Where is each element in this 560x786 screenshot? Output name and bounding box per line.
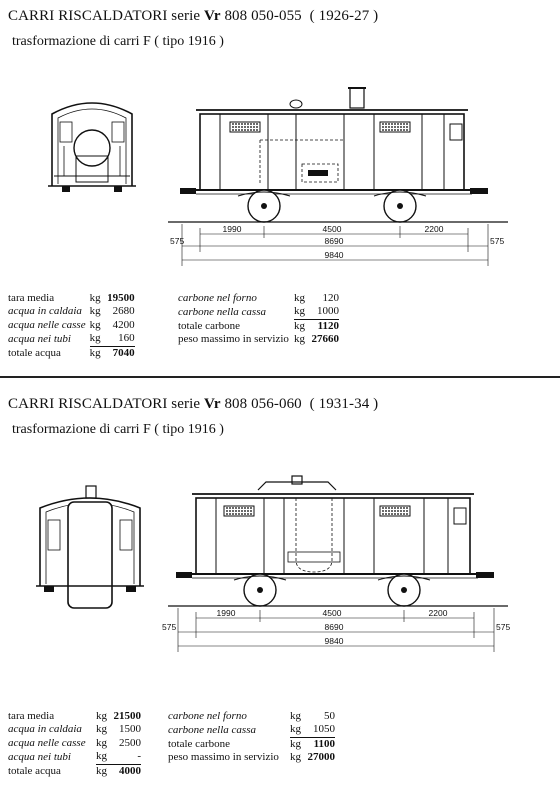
spec-value: 2500 — [119, 736, 141, 749]
spec-row — [168, 710, 335, 723]
spec-unit: kg — [96, 750, 111, 764]
spec-value: 120 — [322, 292, 339, 304]
end-view-drawing — [38, 96, 146, 196]
spec-row — [8, 723, 141, 736]
section-1926 — [0, 0, 560, 378]
spec-label: carbone nella cassa — [168, 723, 256, 736]
spec-value: 1500 — [119, 723, 141, 736]
spec-row — [168, 751, 335, 764]
spec-row — [8, 764, 141, 778]
spec-unit: kg — [89, 318, 101, 331]
spec-row — [8, 292, 135, 305]
title-prefix: CARRI RISCALDATORI serie — [8, 8, 201, 24]
spec-label: acqua nei tubi — [8, 750, 71, 763]
spec-label: peso massimo in servizio — [178, 333, 289, 346]
spec-label: totale acqua — [8, 346, 61, 359]
spec-row — [178, 305, 339, 319]
spec-table-right — [178, 292, 339, 347]
dim-right-wheel: 2200 — [428, 608, 448, 618]
dim-wheelbase: 4500 — [322, 224, 342, 234]
spec-label: acqua nei tubi — [8, 332, 71, 345]
spec-value: 21500 — [113, 710, 141, 722]
dim-right-wheel: 2200 — [424, 224, 444, 234]
spec-row — [168, 723, 335, 737]
spec-label: acqua in caldaia — [8, 305, 82, 318]
section-title — [8, 8, 378, 25]
spec-unit: kg — [96, 736, 107, 749]
spec-label: tara media — [8, 292, 55, 304]
spec-row — [8, 319, 135, 332]
section-subtitle: trasformazione di carri F ( tipo 1916 ) — [12, 422, 224, 437]
dim-overhang-left: 575 — [170, 236, 185, 246]
spec-value: 1000 — [309, 305, 339, 319]
spec-row — [168, 737, 335, 751]
section-title — [8, 396, 378, 413]
spec-unit: kg — [294, 292, 305, 304]
spec-value: 27000 — [307, 751, 335, 764]
spec-table-left — [8, 710, 141, 778]
dim-body-length: 8690 — [324, 236, 344, 246]
spec-row — [178, 292, 339, 305]
spec-label: acqua in caldaia — [8, 723, 82, 736]
spec-row — [178, 333, 339, 346]
title-prefix: CARRI RISCALDATORI serie — [8, 396, 201, 412]
spec-unit: kg — [89, 346, 101, 359]
section-1931 — [0, 384, 560, 786]
spec-unit: kg — [89, 305, 101, 318]
spec-unit: kg — [90, 332, 105, 346]
spec-unit: kg — [96, 764, 107, 777]
section-subtitle: trasformazione di carri F ( tipo 1916 ) — [12, 34, 224, 49]
dim-overhang-right: 575 — [496, 622, 511, 632]
spec-label: carbone nel forno — [178, 292, 257, 304]
end-view-drawing — [34, 486, 146, 610]
spec-value: 1050 — [305, 723, 335, 737]
series-numbers: 808 056-060 — [224, 396, 302, 412]
spec-value: - — [111, 750, 141, 764]
spec-value: 1100 — [313, 737, 335, 750]
section-divider — [0, 376, 560, 378]
series-code: Vr — [204, 8, 221, 24]
spec-label: acqua nelle casse — [8, 318, 86, 331]
spec-row — [178, 319, 339, 333]
spec-label: peso massimo in servizio — [168, 751, 279, 764]
dim-left-wheel: 1990 — [216, 608, 236, 618]
dim-wheelbase: 4500 — [322, 608, 342, 618]
spec-row — [8, 305, 135, 318]
spec-row — [8, 332, 135, 346]
side-view-drawing — [168, 88, 508, 268]
spec-table-left — [8, 292, 135, 360]
dim-overhang-right: 575 — [490, 236, 505, 246]
spec-value: 4200 — [112, 318, 135, 331]
spec-value: 4000 — [119, 764, 141, 777]
series-code: Vr — [204, 396, 221, 412]
spec-label: carbone nella cassa — [178, 305, 266, 318]
spec-value: 2680 — [112, 305, 135, 318]
spec-label: acqua nelle casse — [8, 736, 86, 749]
spec-label: totale carbone — [178, 319, 240, 332]
spec-unit: kg — [96, 710, 107, 722]
spec-unit: kg — [294, 305, 309, 319]
series-numbers: 808 050-055 — [224, 8, 302, 24]
spec-unit: kg — [294, 333, 305, 346]
dim-body-length: 8690 — [324, 622, 344, 632]
years: ( 1931-34 ) — [309, 396, 379, 412]
spec-unit: kg — [290, 710, 301, 722]
dim-total-length: 9840 — [324, 636, 344, 646]
spec-row — [8, 346, 135, 360]
dim-total-length: 9840 — [324, 250, 344, 260]
spec-table-right — [168, 710, 335, 765]
spec-label: carbone nel forno — [168, 710, 247, 722]
spec-label: tara media — [8, 710, 55, 722]
spec-unit: kg — [89, 292, 101, 304]
side-view-drawing — [162, 476, 511, 656]
spec-value: 1120 — [317, 319, 339, 332]
spec-value: 160 — [105, 332, 135, 346]
spec-unit: kg — [96, 723, 107, 736]
spec-value: 7040 — [112, 346, 135, 359]
spec-row — [8, 750, 141, 764]
spec-unit: kg — [294, 319, 305, 332]
spec-unit: kg — [290, 737, 301, 750]
spec-row — [8, 737, 141, 750]
spec-label: totale carbone — [168, 737, 230, 750]
spec-value: 19500 — [107, 292, 135, 304]
spec-value: 50 — [324, 710, 335, 722]
spec-unit: kg — [290, 723, 305, 737]
dim-left-wheel: 1990 — [222, 224, 242, 234]
years: ( 1926-27 ) — [309, 8, 379, 24]
dim-overhang-left: 575 — [162, 622, 177, 632]
spec-unit: kg — [290, 751, 301, 764]
spec-value: 27660 — [311, 333, 339, 346]
spec-label: totale acqua — [8, 764, 61, 777]
spec-row — [8, 710, 141, 723]
